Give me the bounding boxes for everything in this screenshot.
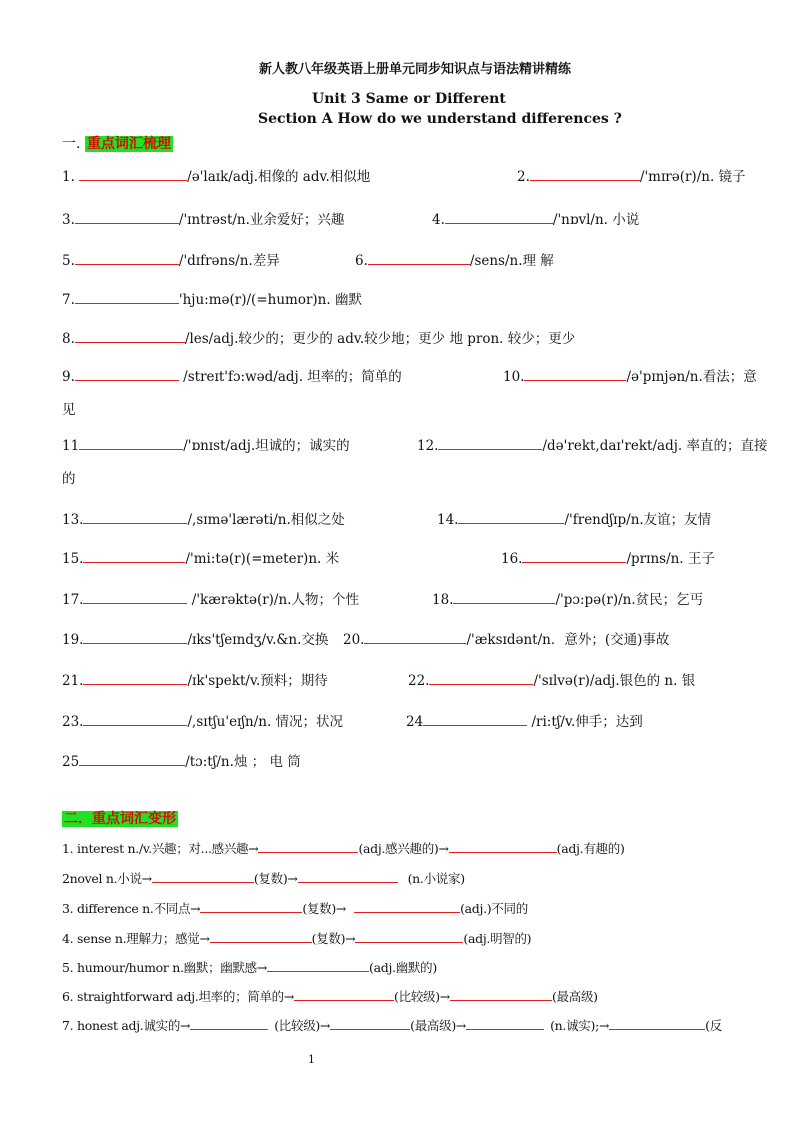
item-text: /'frendʃɪp/n.友谊；友情	[564, 512, 712, 528]
answer-blank[interactable]	[438, 435, 542, 450]
item-text: /ə'pɪnjən/n.看法；意	[626, 369, 757, 385]
answer-blank[interactable]	[450, 986, 552, 1001]
form-text: (adj.幽默的)	[369, 960, 437, 975]
item-text: 'hju:mə(r)/(=humor)n. 幽默	[178, 292, 362, 308]
answer-blank[interactable]	[75, 289, 179, 304]
item-text: /ə'laɪk/adj.相像的 adv.相似地	[187, 169, 371, 185]
answer-blank[interactable]	[83, 548, 185, 563]
vocab-item-wrap	[62, 398, 76, 418]
form-text: 7. honest adj.诚实的→	[62, 1018, 191, 1033]
form-text: 2novel n.小说→	[62, 871, 152, 886]
answer-blank[interactable]	[152, 868, 254, 883]
answer-blank[interactable]	[75, 250, 179, 265]
vocab-item	[62, 710, 343, 730]
answer-blank[interactable]	[83, 589, 187, 604]
vocab-item	[62, 547, 339, 567]
item-text: /'kærəktə(r)/n.人物；个性	[187, 592, 359, 608]
item-number: 1.	[62, 169, 80, 185]
answer-blank[interactable]	[530, 166, 640, 181]
form-text: (最高级)	[551, 989, 598, 1004]
item-number: 4.	[432, 212, 445, 228]
item-text: /sens/n.理 解	[469, 253, 554, 269]
item-number: 20.	[343, 632, 365, 648]
form-item	[62, 928, 531, 947]
item-number: 25	[62, 754, 80, 770]
answer-blank[interactable]	[522, 548, 626, 563]
form-text: (反	[705, 1018, 722, 1033]
item-text: /ɪks'tʃeɪndʒ/v.&n.交换	[187, 632, 329, 648]
item-number: 12.	[417, 438, 439, 454]
answer-blank[interactable]	[75, 209, 179, 224]
form-text: 3. difference n.不同点→	[62, 901, 201, 916]
vocab-item	[62, 750, 301, 770]
item-text: /'mɪrə(r)/n. 镜子	[639, 169, 746, 185]
answer-blank[interactable]	[458, 509, 564, 524]
item-text: /,sɪtʃu'eɪʃn/n. 情况；状况	[187, 714, 344, 730]
item-number: 15.	[62, 551, 84, 567]
answer-blank[interactable]	[210, 928, 312, 943]
item-text: /də'rekt,daɪ'rekt/adj. 率直的；直接	[542, 438, 768, 454]
vocab-item	[432, 208, 639, 228]
vocab-item	[355, 249, 554, 269]
unit-title: Unit 3 Same or Different	[312, 91, 506, 107]
vocab-item	[437, 508, 711, 528]
doc-title: 新人教八年级英语上册单元同步知识点与语法精讲精练	[259, 62, 572, 77]
item-text: /'nɒvl/n. 小说	[552, 212, 640, 228]
answer-blank[interactable]	[83, 629, 187, 644]
vocab-item	[406, 710, 643, 730]
vocab-item	[62, 588, 359, 608]
answer-blank[interactable]	[190, 1015, 268, 1030]
form-text: (adj.)不同的	[460, 901, 528, 916]
vocab-item	[343, 628, 669, 648]
vocab-item-wrap	[62, 467, 76, 487]
vocab-item	[62, 365, 402, 385]
item-text: /,sɪmə'lærəti/n.相似之处	[187, 512, 345, 528]
item-number: 2.	[517, 169, 530, 185]
answer-blank[interactable]	[453, 589, 555, 604]
item-number: 9.	[62, 369, 75, 385]
item-text: /prɪns/n. 王子	[626, 551, 715, 567]
form-text: (比较级)→	[394, 989, 450, 1004]
vocab-item	[62, 208, 344, 228]
form-item	[62, 838, 625, 857]
form-text: (比较级)→	[274, 1018, 331, 1033]
form-text: (n.诚实);→	[550, 1018, 610, 1033]
vocab-item	[432, 588, 703, 608]
item-number: 5.	[62, 253, 75, 269]
item-number: 13.	[62, 512, 84, 528]
answer-blank[interactable]	[267, 957, 369, 972]
item-number: 6.	[355, 253, 368, 269]
answer-blank[interactable]	[298, 868, 398, 883]
answer-blank[interactable]	[258, 838, 358, 853]
vocab-item	[62, 327, 575, 347]
vocab-item	[62, 508, 345, 528]
answer-blank[interactable]	[330, 1015, 410, 1030]
form-item	[62, 868, 465, 887]
form-text: (n.小说家)	[407, 871, 465, 886]
item-text: /'sɪlvə(r)/adj.银色的 n. 银	[533, 673, 696, 689]
item-number: 18.	[432, 592, 454, 608]
form-text: (复数)→	[302, 901, 347, 916]
item-text: /'pɔ:pə(r)/n.贫民；乞丐	[555, 592, 704, 608]
item-text: /tɔ:tʃ/n.烛 ； 电 筒	[185, 754, 301, 770]
item-number: 7.	[62, 292, 75, 308]
answer-blank[interactable]	[75, 328, 185, 343]
form-text: (复数)→	[311, 931, 356, 946]
answer-blank[interactable]	[609, 1015, 705, 1030]
answer-blank[interactable]	[75, 366, 179, 381]
answer-blank[interactable]	[423, 711, 527, 726]
form-text: 1. interest n./v.兴趣；对...感兴趣→	[62, 841, 259, 856]
item-text: /'ɪntrəst/n.业余爱好；兴趣	[178, 212, 345, 228]
answer-blank[interactable]	[524, 366, 626, 381]
vocab-item	[503, 365, 757, 385]
vocab-item	[417, 434, 768, 454]
item-text: 的	[62, 471, 76, 487]
item-number: 22.	[408, 673, 430, 689]
item-number: 24	[406, 714, 424, 730]
section-title: Section A How do we understand differences ?	[258, 111, 622, 127]
answer-blank[interactable]	[294, 986, 394, 1001]
form-text: (最高级)→	[410, 1018, 467, 1033]
answer-blank[interactable]	[445, 209, 553, 224]
vocab-item	[62, 165, 370, 185]
form-text: 6. straightforward adj.坦率的；简单的→	[62, 989, 295, 1004]
form-text: (adj.有趣的)	[556, 841, 625, 856]
answer-blank[interactable]	[83, 711, 187, 726]
answer-blank[interactable]	[466, 1015, 544, 1030]
vocab-item	[62, 249, 280, 269]
item-number: 17.	[62, 592, 84, 608]
section-number: 一.	[62, 136, 81, 152]
item-text: /'dɪfrəns/n.差异	[178, 253, 280, 269]
item-text: 见	[62, 402, 76, 418]
item-text: /ɪk'spekt/v.预料；期待	[187, 673, 328, 689]
item-number: 11	[62, 438, 80, 454]
form-text: 5. humour/humor n.幽默；幽默感→	[62, 960, 268, 975]
item-number: 3.	[62, 212, 75, 228]
vocab-item	[62, 669, 328, 689]
item-text: /'mi:tə(r)(=meter)n. 米	[185, 551, 340, 567]
item-number: 14.	[437, 512, 459, 528]
answer-blank[interactable]	[79, 435, 183, 450]
vocab-item	[501, 547, 715, 567]
form-text: (复数)→	[253, 871, 298, 886]
answer-blank[interactable]	[79, 166, 187, 181]
item-text: /ri:tʃ/v.伸手；达到	[527, 714, 643, 730]
item-number: 8.	[62, 331, 75, 347]
item-text: /'æksɪdənt/n．意外；(交通)事故	[466, 632, 670, 648]
form-text: 4. sense n.理解力；感觉→	[62, 931, 210, 946]
item-text: /streɪt'fɔ:wəd/adj. 坦率的；简单的	[178, 369, 402, 385]
section-heading-forms	[62, 808, 178, 828]
item-text: /'ɒnɪst/adj.坦诚的；诚实的	[183, 438, 350, 454]
answer-blank[interactable]	[355, 928, 463, 943]
item-number: 16.	[501, 551, 523, 567]
item-number: 19.	[62, 632, 84, 648]
item-number: 21.	[62, 673, 84, 689]
answer-blank[interactable]	[200, 898, 302, 913]
item-text: /les/adj.较少的；更少的 adv.较少地；更少 地 pron. 较少；更少	[184, 331, 576, 347]
page-number: 1	[308, 1053, 315, 1066]
section-heading-vocab	[62, 133, 173, 153]
vocab-item	[62, 288, 362, 308]
vocab-item	[62, 628, 328, 648]
section-label: 二．重点词汇变形	[64, 811, 176, 827]
item-number: 23.	[62, 714, 84, 730]
answer-blank[interactable]	[449, 838, 557, 853]
vocab-item	[408, 669, 695, 689]
form-item	[62, 898, 528, 917]
answer-blank[interactable]	[83, 670, 187, 685]
vocab-item	[62, 434, 350, 454]
form-text: (adj.感兴趣的)→	[358, 841, 449, 856]
answer-blank[interactable]	[354, 898, 460, 913]
answer-blank[interactable]	[79, 751, 185, 766]
form-item	[62, 986, 598, 1005]
answer-blank[interactable]	[429, 670, 533, 685]
answer-blank[interactable]	[364, 629, 466, 644]
item-number: 10.	[503, 369, 525, 385]
answer-blank[interactable]	[83, 509, 187, 524]
answer-blank[interactable]	[368, 250, 470, 265]
section-label: 重点词汇梳理	[86, 136, 171, 152]
vocab-item	[517, 165, 746, 185]
form-item	[62, 1015, 722, 1034]
form-text: (adj.明智的)	[463, 931, 532, 946]
form-item	[62, 957, 437, 976]
